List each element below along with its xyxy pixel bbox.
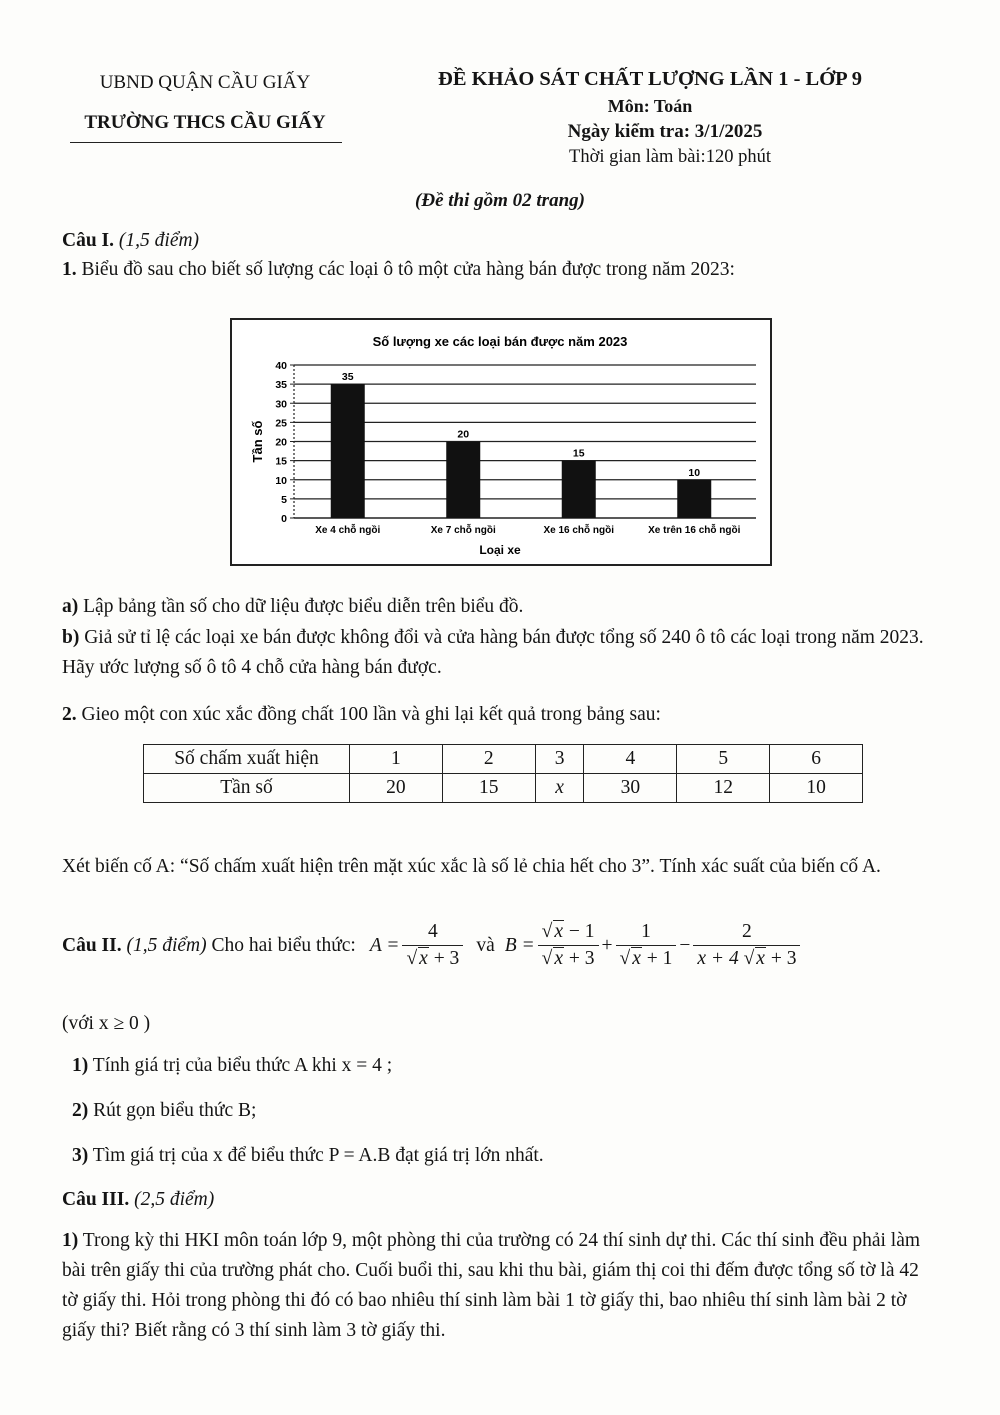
q1-heading: [62, 227, 199, 255]
table-cell: 20: [350, 774, 443, 803]
sqrt-icon: √ x: [406, 948, 428, 969]
q1-part2: [62, 701, 952, 729]
y-tick-label: 0: [281, 513, 287, 525]
expr-a-lhs: A =: [369, 934, 400, 956]
expr-a-num: 4: [428, 921, 438, 942]
expr-a-den: √ x + 3: [402, 945, 463, 970]
header-underline: [70, 142, 342, 143]
sqrt-icon: √ x: [619, 948, 641, 969]
table-cell: 2: [442, 745, 535, 774]
exam-duration: Thời gian làm bài:120 phút: [569, 147, 771, 167]
bar-data-label: 20: [457, 428, 470, 441]
bar-chart-svg: [232, 320, 770, 564]
q1-part2-num: 2.: [62, 704, 77, 725]
exam-date: Ngày kiểm tra: 3/1/2025: [567, 121, 763, 142]
exam-title: ĐỀ KHẢO SÁT CHẤT LƯỢNG LẦN 1 - LỚP 9: [438, 68, 862, 90]
table-cell: 3: [535, 745, 584, 774]
bar-data-label: 15: [572, 447, 585, 460]
minus-sign: −: [679, 934, 691, 956]
q2-item-1: 1) Tính giá trị của biểu thức A khi x = 4 ;: [72, 1055, 393, 1076]
table-cell: 15: [442, 774, 535, 803]
table-cell: 12: [677, 774, 770, 803]
y-tick-label: 15: [275, 455, 287, 468]
bar: [331, 384, 365, 518]
sqrt-icon: √ x: [743, 948, 765, 969]
table-row: [144, 774, 863, 803]
q3-part1: 1) Trong kỳ thi HKI môn toán lớp 9, một phòng thi của trường có 24 thí sinh dự thi. Các thí sinh đều phải làm bài trên giấy thi của trường phát cho. Cuối buổi thi, sau khi thu bài, giám thị coi thi đếm được tổng số tờ là 42 tờ giấy thi. Hỏi trong phòng thi đó có bao nhiêu thí sinh làm bài 1 tờ giấy thi, bao nhiêu thí sinh làm bài 2 tờ giấy thi? Biết rằng có 3 thí sinh làm 3 tờ giấy thi.: [62, 1230, 921, 1341]
q1-part1-text: Biểu đồ sau cho biết số lượng các loại ô tô một cửa hàng bán được trong năm 2023:: [81, 259, 735, 280]
q2-condition: (với x ≥ 0 ): [62, 1013, 151, 1034]
q1-b-label: b): [62, 627, 80, 648]
sqrt-icon: √ x: [541, 921, 564, 942]
school-district: UBND QUẬN CẦU GIẤY: [99, 72, 311, 93]
bar: [677, 480, 711, 518]
subject: Môn: Toán: [607, 96, 693, 116]
q1-part2-text: Gieo một con xúc xắc đồng chất 100 lần và ghi lại kết quả trong bảng sau:: [81, 704, 661, 725]
pages-note: (Đề thi gồm 02 trang): [415, 190, 585, 211]
q1-part1-num: 1.: [62, 259, 77, 280]
expr-b-term1: $\frac{√ x - 1}{√ x + 3}$: [538, 921, 599, 970]
table-header-faces: Số chấm xuất hiện: [144, 745, 350, 774]
q3-heading: [62, 1186, 214, 1214]
expr-a: [370, 921, 466, 970]
expr-b-lhs: B =: [504, 934, 535, 956]
table-cell: 5: [677, 745, 770, 774]
x-tick-label: Xe 16 chỗ ngồi: [543, 525, 615, 536]
table-cell: 6: [770, 745, 863, 774]
y-tick-label: 35: [275, 379, 287, 392]
q1-b-text: Giả sử tỉ lệ các loại xe bán được không đổi và cửa hàng bán được tổng số 240 ô tô các loại trong năm 2023. Hãy ước lượng số ô tô 4 chỗ cửa hàng bán được.: [62, 627, 924, 678]
bar-data-label: 35: [341, 371, 354, 384]
q2-intro: Cho hai biểu thức:: [211, 934, 356, 956]
y-tick-label: 5: [281, 493, 287, 506]
q2-label: Câu II.: [62, 934, 122, 956]
table-cell: 1: [350, 745, 443, 774]
x-tick-label: Xe 7 chỗ ngồi: [430, 525, 496, 536]
y-tick-label: 20: [275, 436, 287, 449]
q2-item-2: 2) Rút gọn biểu thức B;: [72, 1100, 257, 1121]
table-header-frequency: Tần số: [144, 774, 350, 803]
y-tick-label: 25: [275, 417, 287, 430]
table-cell: x: [535, 774, 584, 803]
expr-b-term3: $\frac{2}{x + 4 √ x + 3}$: [693, 921, 800, 970]
bar: [446, 442, 480, 519]
q1-event: Xét biến cố A: “Số chấm xuất hiện trên mặt xúc xắc là số lẻ chia hết cho 3”. Tính xác suất của biến cố A.: [62, 856, 881, 877]
q1-label: Câu I.: [62, 230, 115, 251]
x-axis-label: Loại xe: [479, 543, 521, 557]
expr-a-fraction: [402, 921, 463, 970]
y-tick-label: 30: [275, 398, 287, 411]
q1-points: (1,5 điểm): [118, 230, 200, 251]
q1-part1: [62, 256, 952, 284]
expr-b-term2: $\frac{1}{√ x + 1}$: [616, 921, 677, 970]
x-tick-label: Xe 4 chỗ ngồi: [315, 525, 381, 536]
bar: [562, 461, 596, 518]
q3-label: Câu III.: [62, 1189, 130, 1210]
table-row: [144, 745, 863, 774]
q3-points: (2,5 điểm): [134, 1189, 215, 1210]
plus-sign: +: [601, 934, 613, 956]
q2-line: [62, 921, 962, 970]
dice-table: [143, 744, 863, 803]
bar-chart: [230, 318, 772, 566]
bar-data-label: 10: [688, 466, 701, 479]
q1-a-label: a): [62, 596, 79, 617]
q1-a-text: Lập bảng tần số cho dữ liệu được biểu diễn trên biểu đồ.: [83, 596, 524, 617]
school-name: TRƯỜNG THCS CẦU GIẤY: [84, 112, 326, 133]
table-cell: 30: [584, 774, 677, 803]
q2-item-3: 3) Tìm giá trị của x để biểu thức P = A.B đạt giá trị lớn nhất.: [72, 1145, 544, 1166]
sqrt-icon: √ x: [541, 948, 564, 969]
expr-b: [505, 921, 804, 970]
chart-title: Số lượng xe các loại bán được năm 2023: [372, 334, 628, 349]
table-cell: 4: [584, 745, 677, 774]
y-tick-label: 40: [275, 360, 287, 372]
q2-points: (1,5 điểm): [126, 934, 207, 956]
q2-and: và: [476, 934, 495, 956]
x-tick-label: Xe trên 16 chỗ ngồi: [648, 525, 741, 536]
q1-a: [62, 593, 952, 621]
q1-b: [62, 623, 947, 683]
y-axis-label: Tần số: [250, 420, 265, 463]
table-cell: 10: [770, 774, 863, 803]
y-tick-label: 10: [275, 474, 287, 487]
